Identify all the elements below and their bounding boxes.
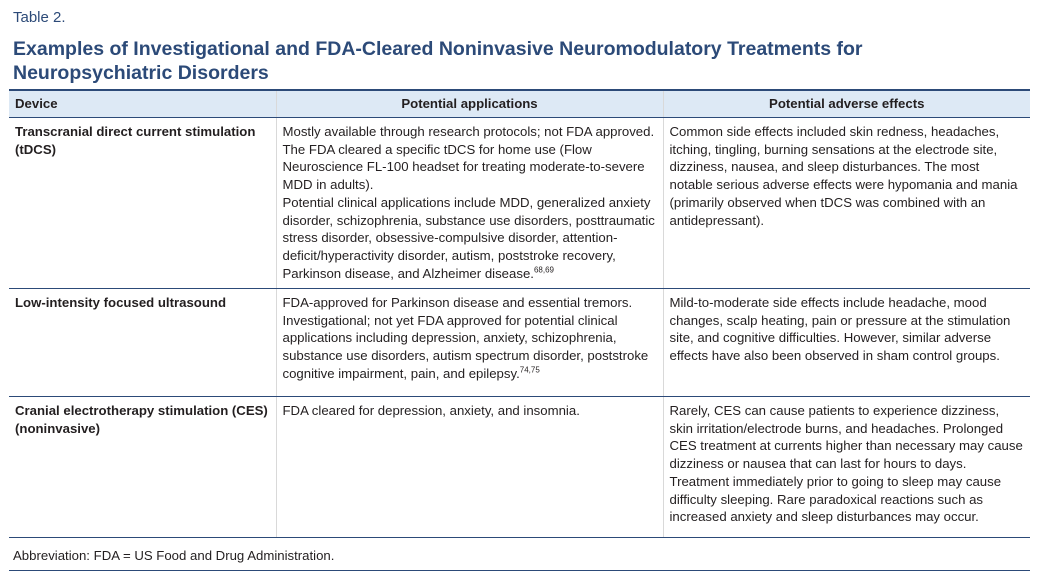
adverse-effects-cell: Common side effects included skin redness, headaches, itching, tingling, burning sensations at the electrode site, dizziness, nausea, and sleep disturbances. The most notable serious adverse effects were hypomania and mania (primarily observed when tDCS was combined with an antidepressant). <box>663 118 1030 289</box>
table-label: Table 2. <box>13 9 66 26</box>
applications-text: FDA-approved for Parkinson disease and essential tremors. Investigational; not yet FDA approved for potential clinical applications including depression, anxiety, schizophrenia, substance use disorders, autism spectrum disorder, poststroke cognitive impairment, pain, and epilepsy. <box>282 295 649 381</box>
device-cell: Low-intensity focused ultrasound <box>9 289 276 397</box>
device-cell: Transcranial direct current stimulation (tDCS) <box>9 118 276 289</box>
column-header-applications: Potential applications <box>276 90 663 118</box>
column-header-device: Device <box>9 90 276 118</box>
table-row <box>9 118 1030 289</box>
bottom-rule <box>9 570 1030 571</box>
applications-cell <box>276 118 663 289</box>
table-header-row <box>9 90 1030 118</box>
table-row <box>9 289 1030 397</box>
reference-superscript: 74,75 <box>519 365 540 375</box>
applications-text: Mostly available through research protocols; not FDA approved. The FDA cleared a specific tDCS for home use (Flow Neuroscience FL-100 headset for treating moderate-to-severe MDD in adults). <box>282 124 655 193</box>
adverse-effects-cell: Mild-to-moderate side effects include headache, mood changes, scalp heating, pain or pressure at the stimulation site, and cognitive difficulties. However, similar adverse effects have also been observed in sham control groups. <box>663 289 1030 397</box>
reference-superscript: 68,69 <box>533 265 554 275</box>
abbreviation-footnote: Abbreviation: FDA = US Food and Drug Administration. <box>13 548 335 563</box>
column-header-adverse-effects: Potential adverse effects <box>663 90 1030 118</box>
applications-cell <box>276 289 663 397</box>
treatments-table <box>9 89 1030 538</box>
device-cell: Cranial electrotherapy stimulation (CES) (noninvasive) <box>9 397 276 538</box>
applications-cell: FDA cleared for depression, anxiety, and insomnia. <box>276 397 663 538</box>
adverse-effects-cell: Rarely, CES can cause patients to experience dizziness, skin irritation/electrode burns, and headaches. Prolonged CES treatment at currents higher than necessary may cause dizziness or nausea that can last for hours to days. Treatment immediately prior to going to sleep may cause difficulty sleeping. Rare paradoxical reactions such as increased anxiety and sleep disturbances may occur. <box>663 397 1030 538</box>
applications-text: Potential clinical applications include MDD, generalized anxiety disorder, schizophrenia, substance use disorders, posttraumatic stress disorder, obsessive-compulsive disorder, attention-deficit/hyperactivity disorder, autism, poststroke recovery, Parkinson disease, and Alzheimer disease. <box>282 194 655 281</box>
table-row <box>9 397 1030 538</box>
table-title: Examples of Investigational and FDA-Cleared Noninvasive Neuromodulatory Treatments for Neuropsychiatric Disorders <box>13 38 863 84</box>
